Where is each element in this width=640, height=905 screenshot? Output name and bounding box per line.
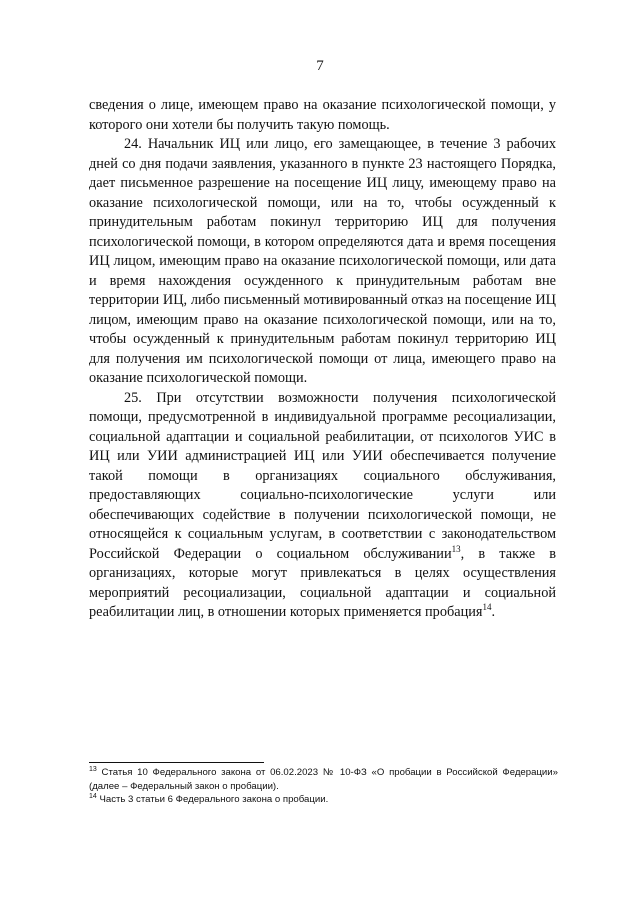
paragraph-continuation: сведения о лице, имеющем право на оказание психологической помощи, у которого они хотели бы получить такую помощь. — [89, 97, 556, 133]
footnote-14 — [89, 793, 558, 807]
footnote-separator — [89, 762, 264, 763]
footnote-marker-14: 14 — [89, 792, 97, 800]
paragraph-24: 24. Начальник ИЦ или лицо, его замещающее, в течение 3 рабочих дней со дня подачи заявления, указанного в пункте 23 настоящего Порядка, дает письменное разрешение на посещение ИЦ лицу, имеющему право на оказание психологической помощи, или на то, чтобы осужденный к принудительным работам покинул территорию ИЦ для получения психологической помощи, в котором определяются дата и время посещения ИЦ лицом, имеющим право на оказание психологической помощи, или дата и время нахождения осужденного к принудительным работам вне территории ИЦ, либо письменный мотивированный отказ на посещение ИЦ лицом, имеющим право на оказание психологической помощи, или на то, чтобы осужденный к принудительным работам покинул территорию ИЦ для получения им психологической помощи от лица, имеющего право на оказание психологической помощи. — [89, 136, 556, 386]
document-body — [89, 96, 556, 623]
footnote-14-text: Часть 3 статьи 6 Федерального закона о пробации. — [96, 794, 329, 805]
paragraph-25-part-1: 25. При отсутствии возможности получения психологической помощи, предусмотренной в индивидуальной программе ресоциализации, социальной адаптации и социальной реабилитации, от психологов УИС в ИЦ или УИИ администрацией ИЦ или УИИ обеспечивается получение такой помощи в организациях социального обслуживания, предоставляющих социально-психологические услуги или обеспечивающих содействие в получении психологической помощи, не относящейся к социальным услугам, в соответствии с законодательством Российской Федерации о социальном обслуживании — [89, 389, 556, 562]
paragraph-25-part-3: . — [491, 604, 496, 620]
footnote-13 — [89, 766, 558, 793]
paragraph-25-part-2: , в также в организациях, которые могут привлекаться в целях осуществления мероприятий ресоциализации, социальной адаптации и социальной реабилитации лиц, в отношении которых применяется пробация — [89, 545, 556, 620]
footnote-reference-14: 14 — [482, 602, 492, 613]
footnotes — [89, 766, 558, 807]
footnote-marker-13: 13 — [89, 765, 97, 773]
page-number: 7 — [316, 58, 324, 74]
footnote-reference-13: 13 — [451, 543, 461, 554]
footnote-13-text: Статья 10 Федерального закона от 06.02.2023 № 10-ФЗ «О пробации в Российской Федерации» (далее – Федеральный закон о пробации). — [89, 767, 558, 792]
paragraph-25 — [89, 389, 556, 623]
